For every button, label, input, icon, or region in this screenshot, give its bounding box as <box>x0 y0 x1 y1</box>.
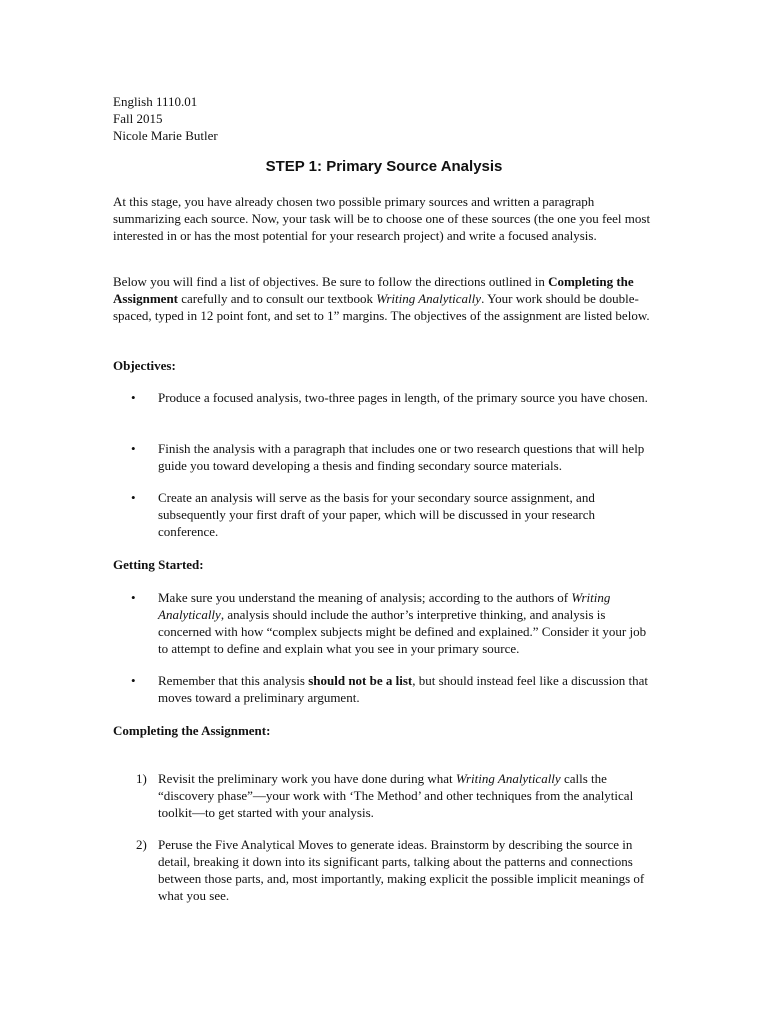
assignment-step: Peruse the Five Analytical Moves to generate ideas. Brainstorm by describing the source in detail, breaking it down into its significant parts, talking about the patterns and connections between those parts, and, most importantly, making explicit the possible implicit meanings of what you see. <box>158 837 645 903</box>
bullet-marker: • <box>131 590 136 605</box>
completing-assignment-heading: Completing the Assignment: <box>113 723 271 738</box>
bullet-marker: • <box>131 673 136 688</box>
list-number: 2) <box>136 837 147 852</box>
term-line: Fall 2015 <box>113 111 163 126</box>
list-number: 1) <box>136 771 147 786</box>
textbook-title: Writing Analytically <box>376 291 482 306</box>
document-title: STEP 1: Primary Source Analysis <box>265 158 503 175</box>
directions-paragraph: Below you will find a list of objectives. Be sure to follow the directions outlined in Completing the Assignment carefully and to consult our textbook Writing Analytically. Your work should be double-spaced, typed in 12 point font, and set to 1” margins. The objectives of the assignment are listed below. <box>113 274 650 323</box>
objective-item: Finish the analysis with a paragraph that includes one or two research questions that will help guide you toward developing a thesis and finding secondary source materials. <box>158 441 645 473</box>
intro-paragraph: At this stage, you have already chosen two possible primary sources and written a paragraph summarizing each source. Now, your task will be to choose one of these sources (the one you feel most interested in or has the most potential for your research project) and write a focused analysis. <box>113 194 651 243</box>
bullet-marker: • <box>131 390 136 405</box>
objective-item: Produce a focused analysis, two-three pages in length, of the primary source you have chosen. <box>158 390 648 405</box>
getting-started-heading: Getting Started: <box>113 557 204 572</box>
course-line: English 1110.01 <box>113 94 198 109</box>
getting-started-item: Make sure you understand the meaning of analysis; according to the authors of Writing Analytically, analysis should include the author’s interpretive thinking, and analysis is concerned with how “complex subjects might be defined and explained.” Consider it your job to attempt to define and explain what you see in your primary source. <box>158 590 647 656</box>
objectives-heading: Objectives: <box>113 358 176 373</box>
instructor-line: Nicole Marie Butler <box>113 128 218 143</box>
objective-item: Create an analysis will serve as the basis for your secondary source assignment, and subsequently your first draft of your paper, which will be discussed in your research conference. <box>158 490 596 539</box>
bullet-marker: • <box>131 441 136 456</box>
assignment-step: Revisit the preliminary work you have done during what Writing Analytically calls the “discovery phase”—your work with ‘The Method’ and other techniques from the analytical toolkit—to get started with your analysis. <box>158 771 634 820</box>
bullet-marker: • <box>131 490 136 505</box>
completing-assignment-reference: Completing the Assignment <box>113 274 634 306</box>
getting-started-item: Remember that this analysis should not be a list, but should instead feel like a discussion that moves toward a preliminary argument. <box>158 673 649 705</box>
